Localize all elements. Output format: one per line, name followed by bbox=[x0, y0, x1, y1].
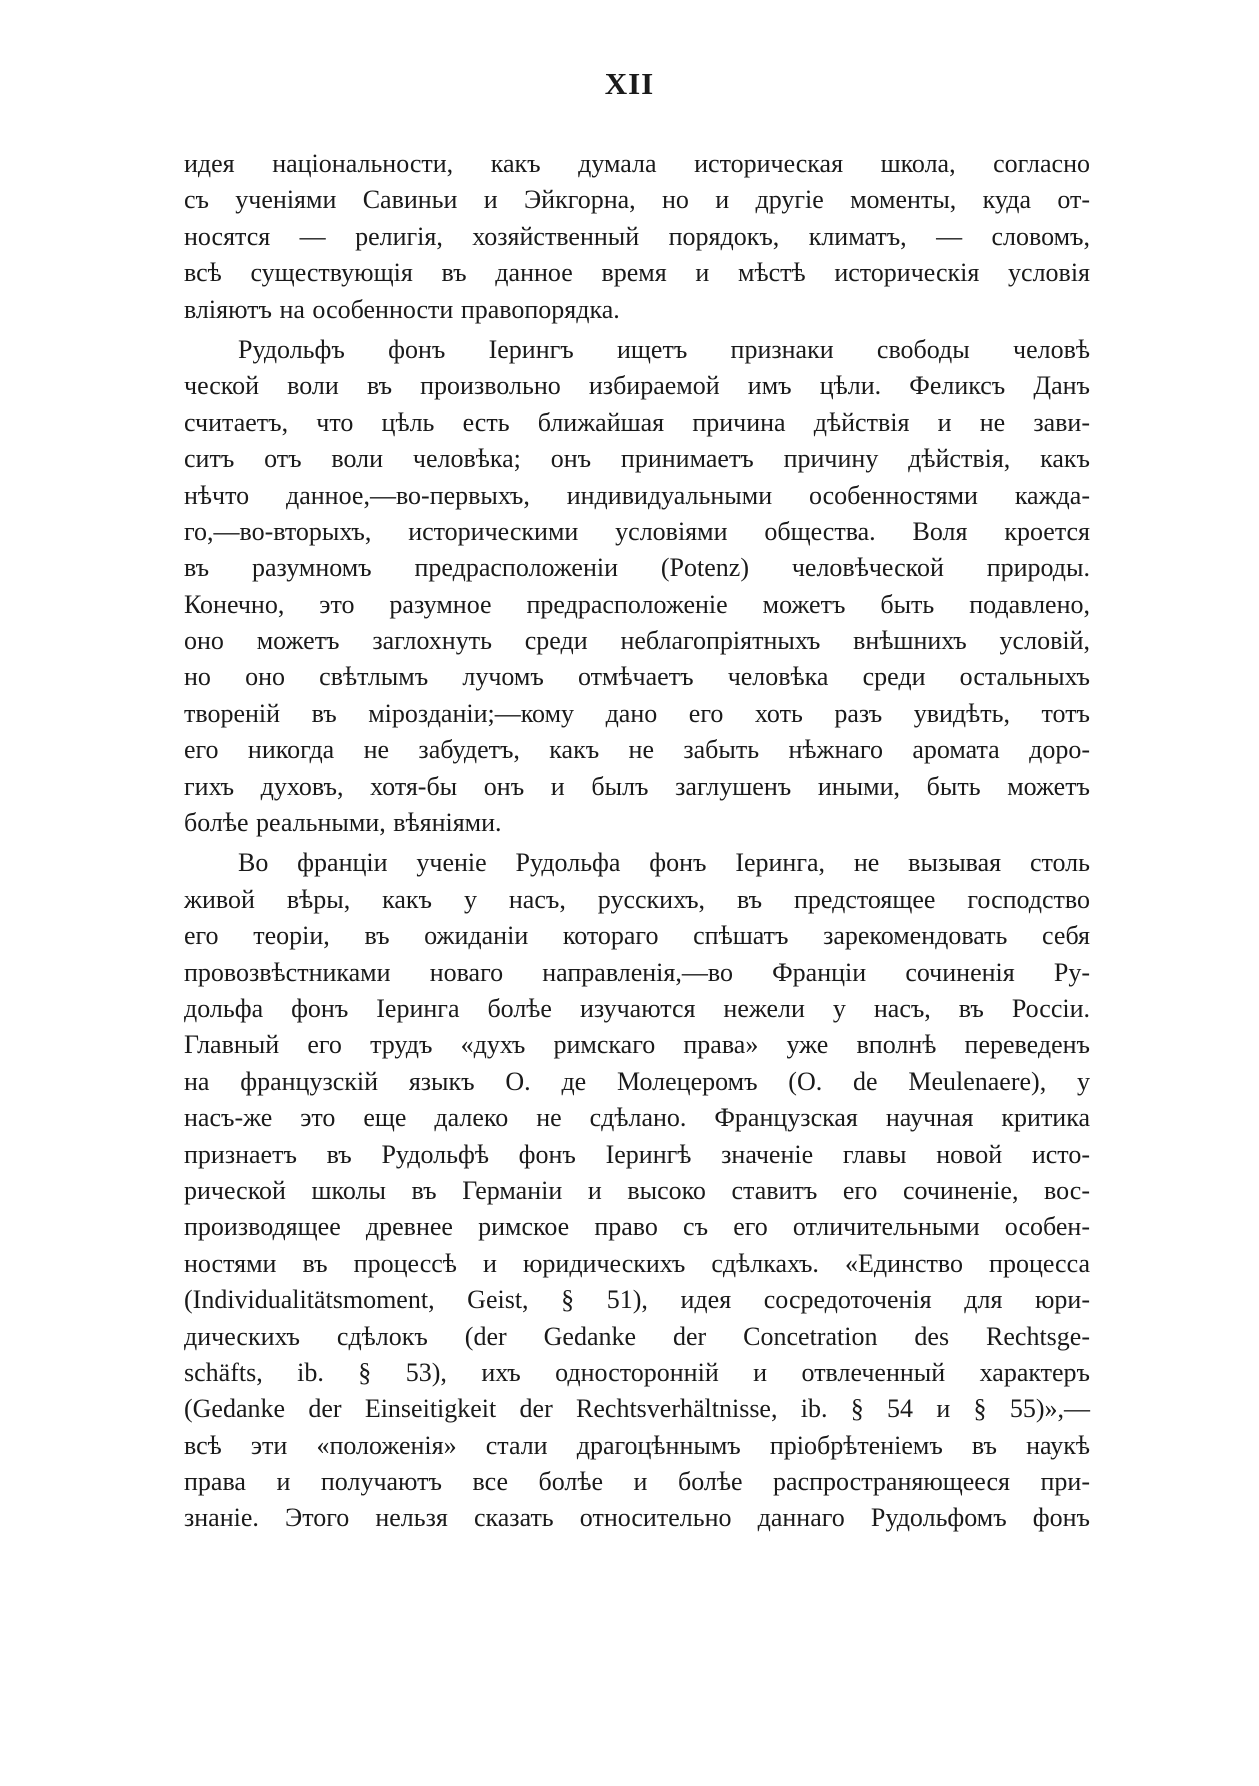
text-line: его теоріи, въ ожиданіи котораго спѣшатъ зарекомендовать себя bbox=[184, 921, 1090, 951]
text-line: вліяютъ на особенности правопорядка. bbox=[184, 294, 620, 324]
text-line: Главный его трудъ «духъ римскаго права» уже вполнѣ переведенъ bbox=[184, 1030, 1090, 1060]
text-line: всѣ эти «положенія» стали драгоцѣннымъ пріобрѣтеніемъ въ наукѣ bbox=[184, 1430, 1090, 1460]
page-number: XII bbox=[604, 66, 655, 101]
text-line: носятся — религія, хозяйственный порядокъ, климатъ, — словомъ, bbox=[184, 221, 1090, 251]
text-line: считаетъ, что цѣль есть ближайшая причина дѣйствія и не зави- bbox=[184, 407, 1090, 437]
text-line: дическихъ сдѣлокъ (der Gedanke der Concetration des Rechtsge- bbox=[184, 1321, 1090, 1351]
text-line: съ ученіями Савиньи и Эйкгорна, но и другіе моменты, куда от- bbox=[184, 185, 1090, 215]
text-line: производящее древнее римское право съ его отличительными особен- bbox=[184, 1212, 1090, 1242]
text-line: провозвѣстниками новаго направленія,—во Франціи сочиненія Ру- bbox=[184, 957, 1090, 987]
text-line: его никогда не забудетъ, какъ не забыть нѣжнаго аромата доро- bbox=[184, 735, 1090, 765]
text-line: нѣчто данное,—во-первыхъ, индивидуальными особенностями кажда- bbox=[184, 480, 1090, 510]
text-line: но оно свѣтлымъ лучомъ отмѣчаетъ человѣка среди остальныхъ bbox=[184, 662, 1090, 692]
text-line: знаніе. Этого нельзя сказать относительно даннаго Рудольфомъ фонъ bbox=[184, 1503, 1090, 1533]
text-line: дольфа фонъ Іеринга болѣе изучаются нежели у насъ, въ Россіи. bbox=[184, 993, 1090, 1023]
text-line: ческой воли въ произвольно избираемой имъ цѣли. Феликсъ Данъ bbox=[184, 371, 1090, 401]
text-line: (Gedanke der Einseitigkeit der Rechtsverhältnisse, ib. § 54 и § 55)»,— bbox=[184, 1394, 1090, 1424]
text-line: оно можетъ заглохнуть среди неблагопріятныхъ внѣшнихъ условій, bbox=[184, 626, 1090, 656]
text-line: ситъ отъ воли человѣка; онъ принимаетъ причину дѣйствія, какъ bbox=[184, 444, 1090, 474]
paragraph-2 bbox=[184, 332, 1090, 841]
text-line: твореній въ мірозданіи;—кому дано его хоть разъ увидѣть, тотъ bbox=[184, 698, 1090, 728]
text-line: Рудольфъ фонъ Іерингъ ищетъ признаки свободы человѣ bbox=[238, 334, 1090, 364]
text-line: ностями въ процессѣ и юридическихъ сдѣлкахъ. «Единство процесса bbox=[184, 1248, 1090, 1278]
paragraph-3 bbox=[184, 845, 1090, 1536]
page-body bbox=[184, 146, 1090, 1537]
text-line: го,—во-вторыхъ, историческими условіями общества. Воля кроется bbox=[184, 516, 1090, 546]
text-line: идея національности, какъ думала историческая школа, согласно bbox=[184, 149, 1090, 178]
text-line: гихъ духовъ, хотя-бы онъ и былъ заглушенъ иными, быть можетъ bbox=[184, 771, 1090, 801]
text-line: насъ-же это еще далеко не сдѣлано. Французская научная критика bbox=[184, 1103, 1090, 1133]
text-line: schäfts, ib. § 53), ихъ односторонній и отвлеченный характеръ bbox=[184, 1357, 1090, 1387]
text-line: всѣ существующія въ данное время и мѣстѣ историческія условія bbox=[184, 258, 1090, 288]
text-line: права и получаютъ все болѣе и болѣе распространяющееся при- bbox=[184, 1467, 1090, 1497]
text-line: въ разумномъ предрасположеніи (Potenz) человѣческой природы. bbox=[184, 553, 1090, 583]
paragraph-1 bbox=[184, 146, 1090, 328]
text-line: болѣе реальными, вѣяніями. bbox=[184, 808, 502, 838]
text-line: Во франціи ученіе Рудольфа фонъ Іеринга, не вызывая столь bbox=[238, 848, 1090, 878]
text-line: живой вѣры, какъ у насъ, русскихъ, въ предстоящее господство bbox=[184, 884, 1090, 914]
text-line: признаетъ въ Рудольфѣ фонъ Іерингѣ значеніе главы новой исто- bbox=[184, 1139, 1090, 1169]
text-line: (Individualitätsmoment, Geist, § 51), идея сосредоточенія для юри- bbox=[184, 1285, 1090, 1315]
text-line: на французскій языкъ О. де Молецеромъ (О. de Meulenaere), у bbox=[184, 1066, 1090, 1096]
text-line: рической школы въ Германіи и высоко ставитъ его сочиненіе, вос- bbox=[184, 1175, 1090, 1205]
text-line: Конечно, это разумное предрасположеніе можетъ быть подавлено, bbox=[184, 589, 1090, 619]
